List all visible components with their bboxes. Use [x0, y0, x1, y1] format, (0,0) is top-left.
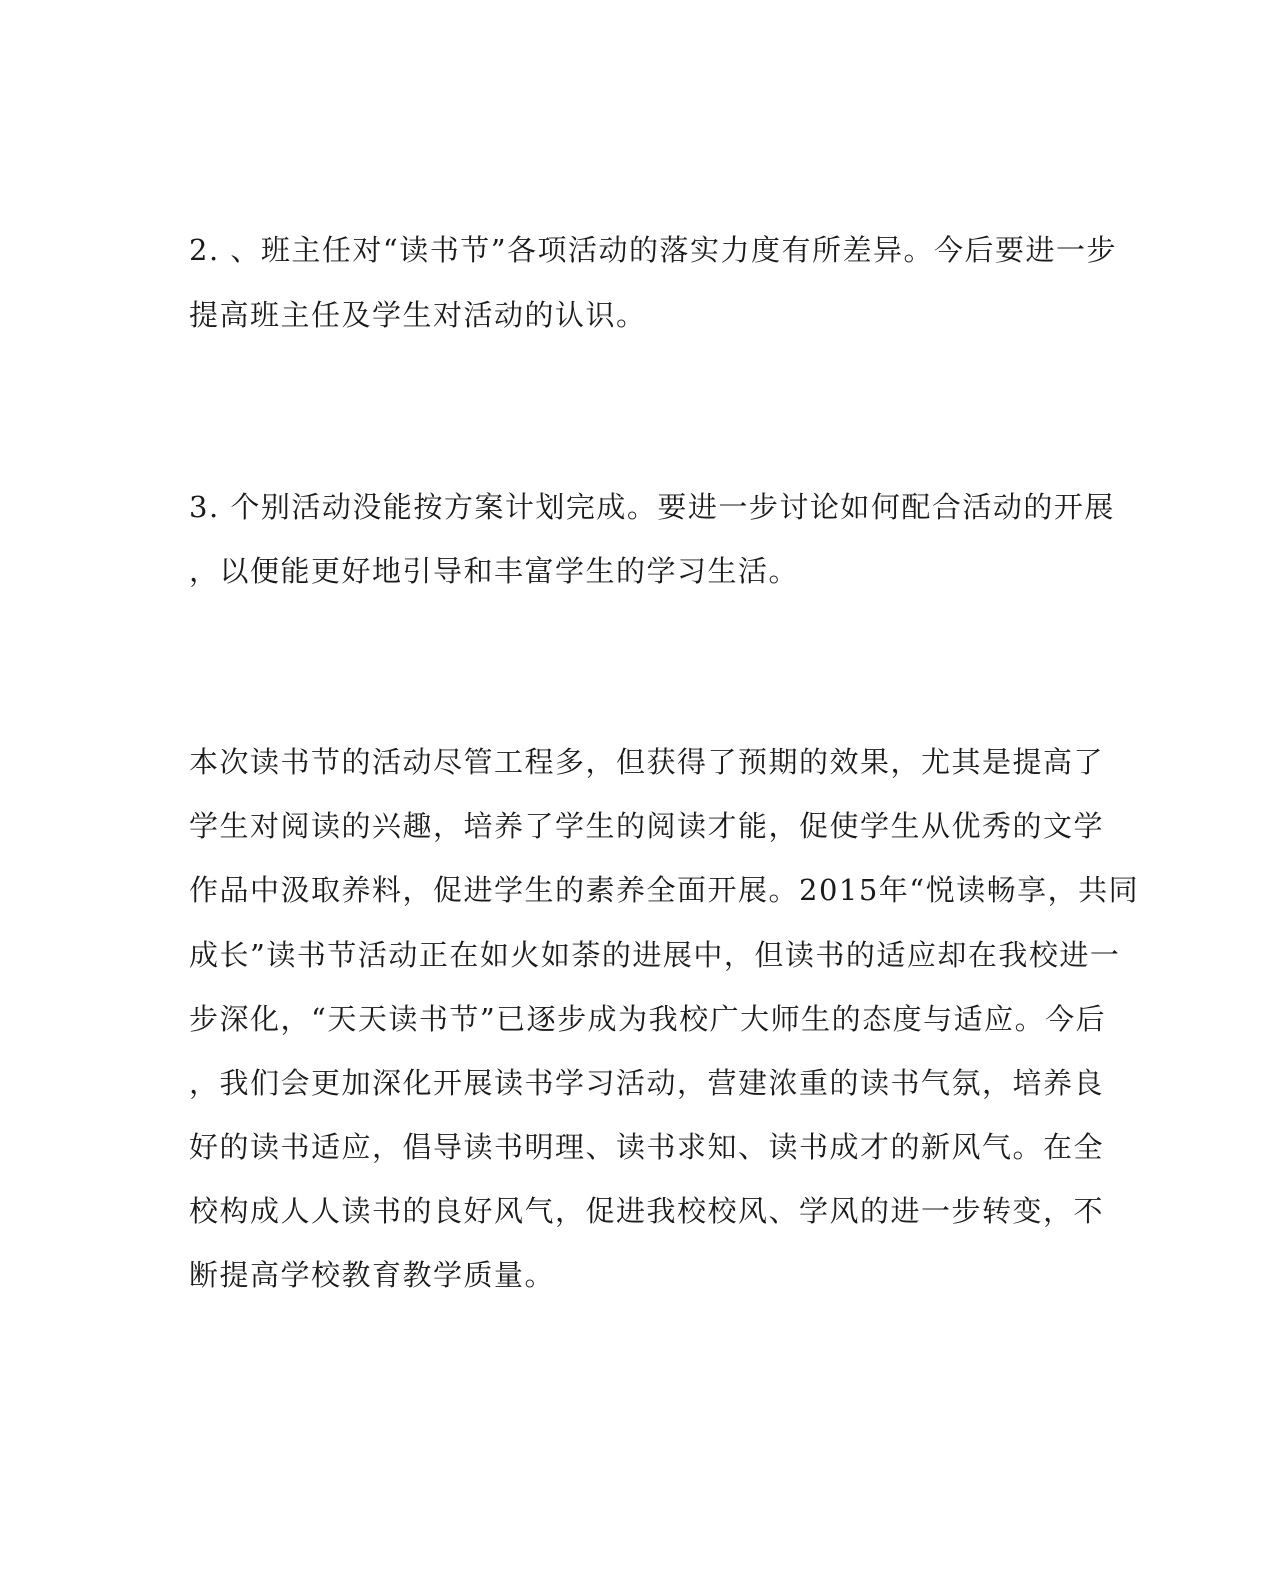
- paragraph-line: 成长”读书节活动正在如火如荼的进展中，但读书的适应却在我校进一: [189, 938, 1121, 972]
- paragraph-line: 断提高学校教育教学质量。: [189, 1258, 556, 1292]
- paragraph-line: ，我们会更加深化开展读书学习活动，营建浓重的读书气氛，培养良: [189, 1066, 1105, 1100]
- paragraph-line: 作品中汲取养料，促进学生的素养全面开展。2015年“悦读畅享，共同: [189, 873, 1140, 907]
- paragraph-line: 学生对阅读的兴趣，培养了学生的阅读才能，促使学生从优秀的文学: [189, 809, 1105, 843]
- paragraph-line: 步深化，“天天读书节”已逐步成为我校广大师生的态度与适应。今后: [189, 1002, 1107, 1036]
- paragraph-line: 好的读书适应，倡导读书明理、读书求知、读书成才的新风气。在全: [189, 1130, 1105, 1164]
- paragraph-line: 提高班主任及学生对活动的认识。: [189, 298, 647, 332]
- paragraph-line: 3. 个别活动没能按方案计划完成。要进一步讨论如何配合活动的开展: [189, 490, 1115, 524]
- paragraph-line: 2. 、班主任对“读书节”各项活动的落实力度有所差异。今后要进一步: [189, 233, 1118, 267]
- paragraph-line: ，以便能更好地引导和丰富学生的学习生活。: [189, 554, 800, 588]
- paragraph-line: 本次读书节的活动尽管工程多，但获得了预期的效果，尤其是提高了: [189, 745, 1105, 779]
- paragraph-line: 校构成人人读书的良好风气，促进我校校风、学风的进一步转变，不: [189, 1194, 1105, 1228]
